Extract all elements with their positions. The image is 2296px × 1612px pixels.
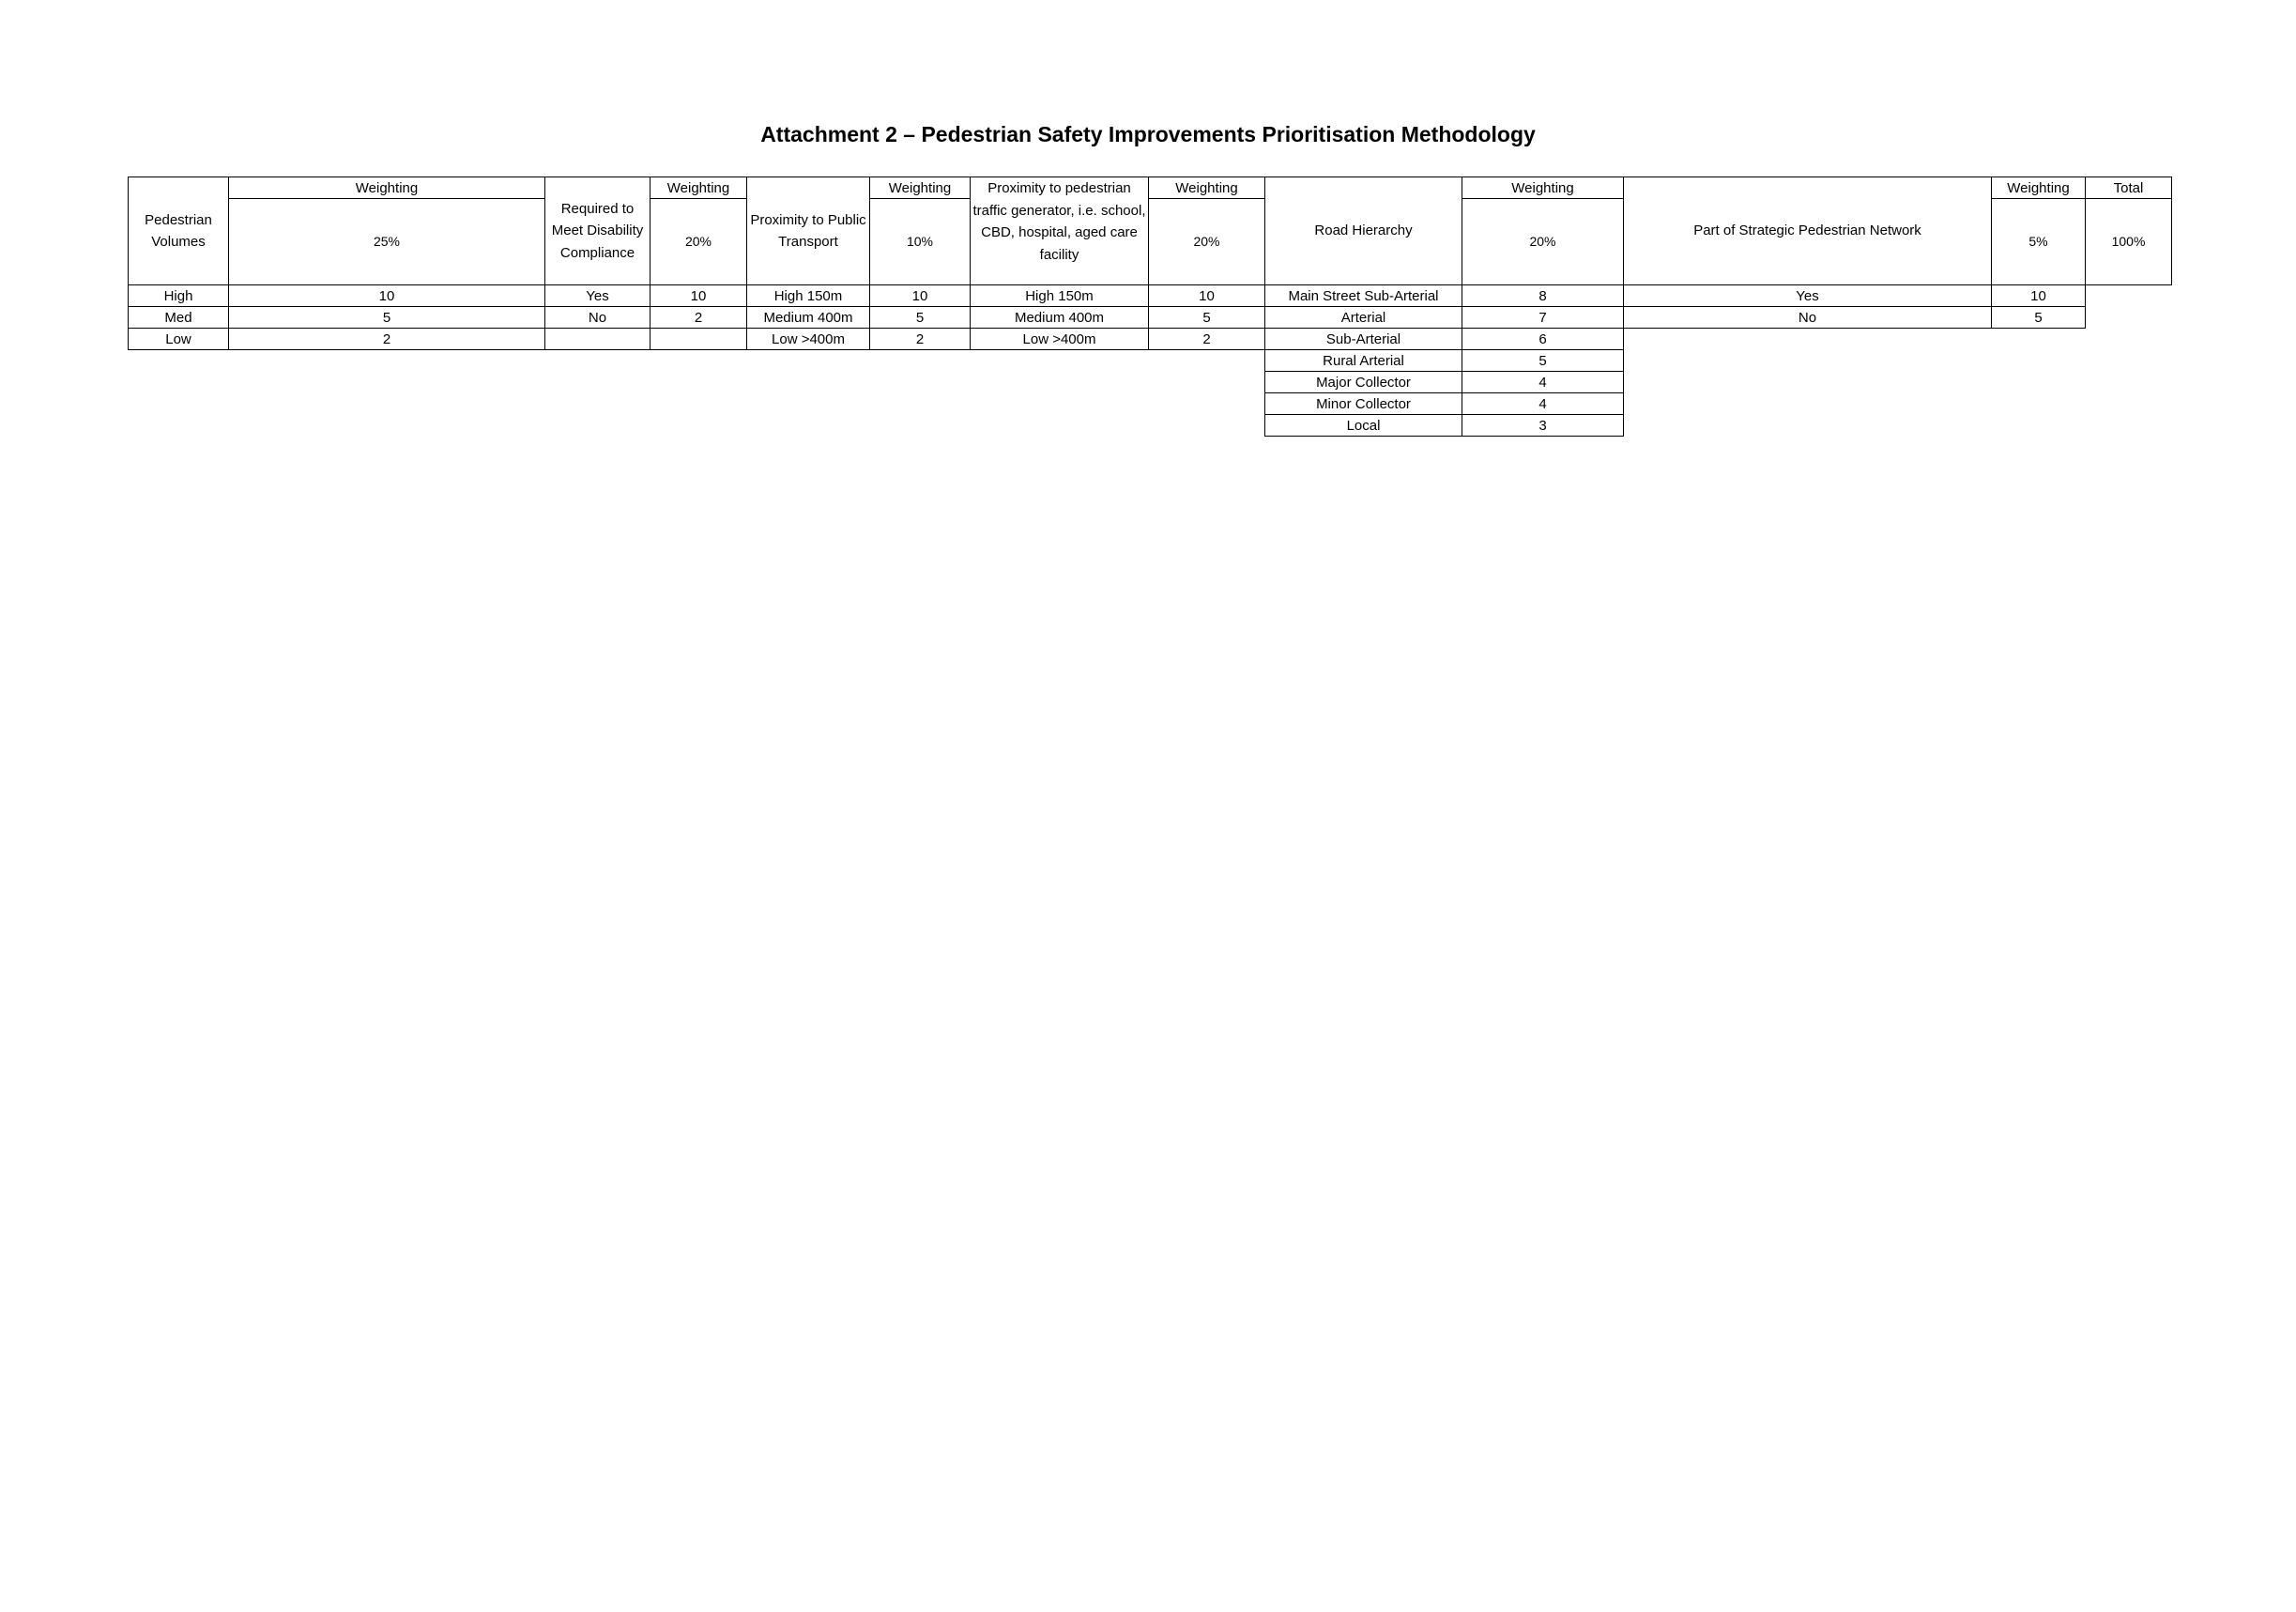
- road-hierarchy-header: Road Hierarchy: [1265, 177, 1462, 285]
- compliance-score-cell: 10: [651, 285, 747, 307]
- weighting-label: Weighting: [229, 177, 545, 199]
- weighting-label: Weighting: [1992, 177, 2086, 199]
- weighting-label: Weighting: [1149, 177, 1265, 199]
- compliance-score-cell: [651, 329, 747, 350]
- road-score-cell: 4: [1462, 372, 1624, 393]
- road-cell: Arterial: [1265, 307, 1462, 329]
- strategic-network-header: Part of Strategic Pedestrian Network: [1624, 177, 1992, 285]
- generator-cell: High 150m: [971, 285, 1149, 307]
- table-row: [129, 393, 2172, 415]
- transport-cell: High 150m: [747, 285, 870, 307]
- table-row: [129, 372, 2172, 393]
- road-cell: Minor Collector: [1265, 393, 1462, 415]
- road-score-cell: 6: [1462, 329, 1624, 350]
- header-row: [129, 177, 2172, 199]
- page-title: Attachment 2 – Pedestrian Safety Improvements Prioritisation Methodology: [760, 122, 1536, 146]
- road-score-cell: 4: [1462, 393, 1624, 415]
- empty-cell: [129, 393, 1265, 415]
- empty-cell: [129, 350, 1265, 372]
- road-cell: Rural Arterial: [1265, 350, 1462, 372]
- transport-score-cell: 5: [870, 307, 971, 329]
- road-hierarchy-weight: 20%: [1462, 199, 1624, 285]
- network-score-cell: 10: [1992, 285, 2086, 307]
- table-row: [129, 350, 2172, 372]
- traffic-generator-header: Proximity to pedestrian traffic generator, i.e. school, CBD, hospital, aged care facility: [971, 177, 1149, 285]
- road-cell: Major Collector: [1265, 372, 1462, 393]
- total-weight: 100%: [2086, 199, 2172, 285]
- road-cell: Main Street Sub-Arterial: [1265, 285, 1462, 307]
- table-row: [129, 285, 2172, 307]
- empty-cell: [129, 415, 1265, 437]
- road-score-cell: 3: [1462, 415, 1624, 437]
- generator-score-cell: 2: [1149, 329, 1265, 350]
- pedestrian-volumes-header: Pedestrian Volumes: [129, 177, 229, 285]
- public-transport-weight: 10%: [870, 199, 971, 285]
- road-score-cell: 5: [1462, 350, 1624, 372]
- weighting-label: Weighting: [651, 177, 747, 199]
- road-score-cell: 8: [1462, 285, 1624, 307]
- disability-compliance-header: Required to Meet Disability Compliance: [545, 177, 651, 285]
- empty-cell: [1624, 372, 2172, 393]
- transport-cell: Low >400m: [747, 329, 870, 350]
- volume-cell: High: [129, 285, 229, 307]
- strategic-network-weight: 5%: [1992, 199, 2086, 285]
- pedestrian-volumes-weight: 25%: [229, 199, 545, 285]
- transport-score-cell: 2: [870, 329, 971, 350]
- generator-score-cell: 5: [1149, 307, 1265, 329]
- compliance-cell: Yes: [545, 285, 651, 307]
- network-cell: Yes: [1624, 285, 1992, 307]
- empty-cell: [129, 372, 1265, 393]
- road-score-cell: 7: [1462, 307, 1624, 329]
- empty-cell: [2086, 285, 2172, 307]
- generator-cell: Medium 400m: [971, 307, 1149, 329]
- empty-cell: [1624, 350, 2172, 372]
- empty-cell: [2086, 307, 2172, 329]
- prioritisation-table: [128, 177, 2172, 437]
- public-transport-header: Proximity to Public Transport: [747, 177, 870, 285]
- transport-score-cell: 10: [870, 285, 971, 307]
- network-score-cell: 5: [1992, 307, 2086, 329]
- volume-cell: Med: [129, 307, 229, 329]
- empty-cell: [1624, 329, 2172, 350]
- compliance-cell: [545, 329, 651, 350]
- empty-cell: [1624, 393, 2172, 415]
- table-row: [129, 329, 2172, 350]
- table-row: [129, 307, 2172, 329]
- empty-cell: [1624, 415, 2172, 437]
- volume-cell: Low: [129, 329, 229, 350]
- volume-score-cell: 10: [229, 285, 545, 307]
- table-row: [129, 415, 2172, 437]
- compliance-score-cell: 2: [651, 307, 747, 329]
- volume-score-cell: 5: [229, 307, 545, 329]
- generator-score-cell: 10: [1149, 285, 1265, 307]
- weighting-label: Weighting: [1462, 177, 1624, 199]
- road-cell: Local: [1265, 415, 1462, 437]
- road-cell: Sub-Arterial: [1265, 329, 1462, 350]
- traffic-generator-weight: 20%: [1149, 199, 1265, 285]
- volume-score-cell: 2: [229, 329, 545, 350]
- generator-cell: Low >400m: [971, 329, 1149, 350]
- weighting-label: Weighting: [870, 177, 971, 199]
- compliance-cell: No: [545, 307, 651, 329]
- total-label: Total: [2086, 177, 2172, 199]
- network-cell: No: [1624, 307, 1992, 329]
- transport-cell: Medium 400m: [747, 307, 870, 329]
- disability-compliance-weight: 20%: [651, 199, 747, 285]
